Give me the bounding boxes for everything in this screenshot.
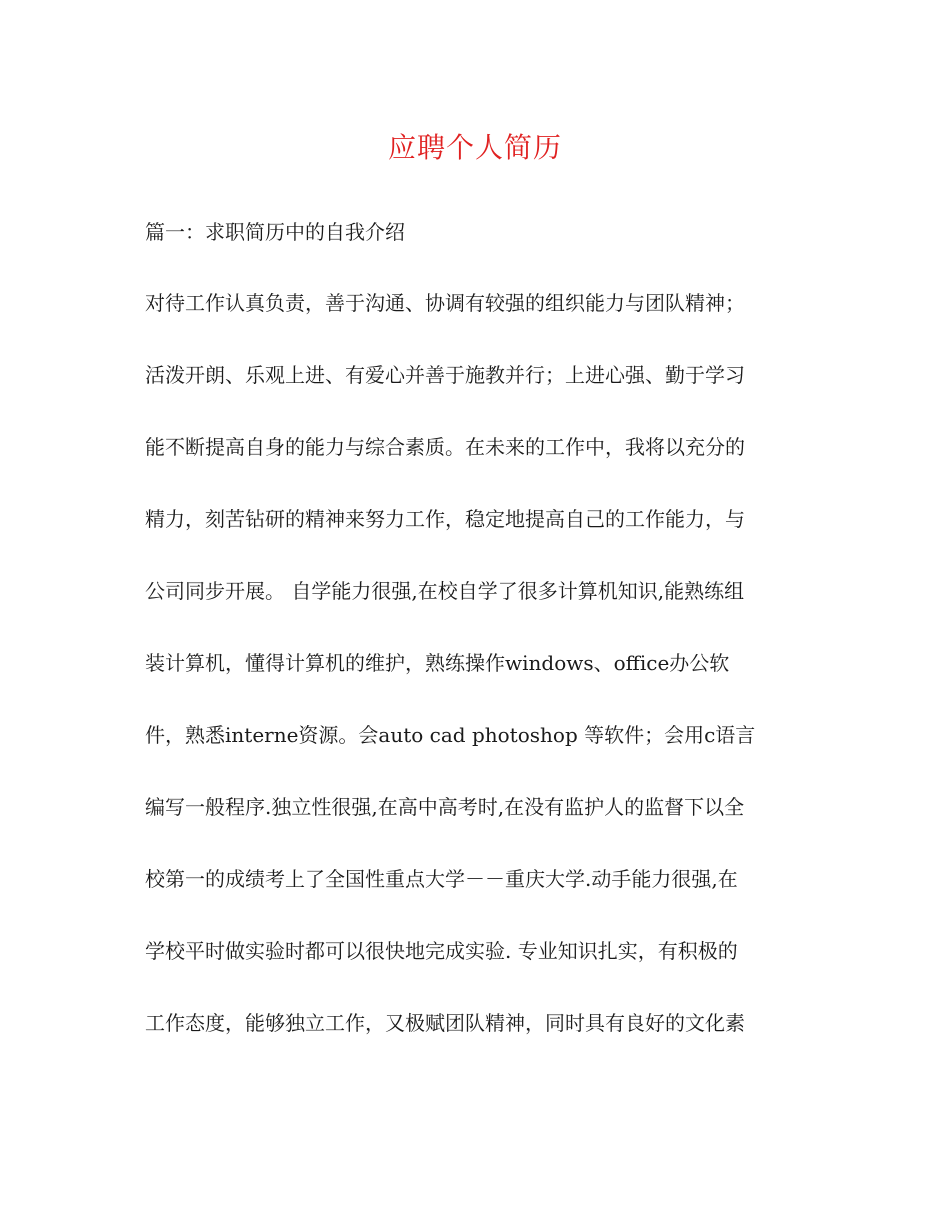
body-line: 件，熟悉interne资源。会auto cad photoshop 等软件；会用c语言 — [145, 723, 756, 747]
body-line: 装计算机，懂得计算机的维护，熟练操作windows、office办公软 — [145, 651, 730, 675]
body-line: 精力，刻苦钻研的精神来努力工作，稳定地提高自己的工作能力，与 — [145, 507, 745, 531]
body-line: 学校平时做实验时都可以很快地完成实验. 专业知识扎实，有积极的 — [145, 939, 738, 963]
body-text — [145, 285, 815, 1077]
body-line: 能不断提高自身的能力与综合素质。在未来的工作中，我将以充分的 — [145, 435, 745, 459]
body-line: 对待工作认真负责，善于沟通、协调有较强的组织能力与团队精神； — [145, 291, 745, 315]
body-line: 校第一的成绩考上了全国性重点大学－－重庆大学.动手能力很强,在 — [145, 867, 738, 891]
body-line: 工作态度，能够独立工作，又极赋团队精神，同时具有良好的文化素 — [145, 1011, 745, 1035]
section-heading: 篇一：求职简历中的自我介绍 — [145, 220, 405, 244]
page-title: 应聘个人简历 — [387, 131, 562, 164]
body-line: 编写一般程序.独立性很强,在高中高考时,在没有监护人的监督下以全 — [145, 795, 745, 819]
body-line: 活泼开朗、乐观上进、有爱心并善于施教并行；上进心强、勤于学习 — [145, 363, 745, 387]
body-line: 公司同步开展。 自学能力很强,在校自学了很多计算机知识,能熟练组 — [145, 579, 745, 603]
